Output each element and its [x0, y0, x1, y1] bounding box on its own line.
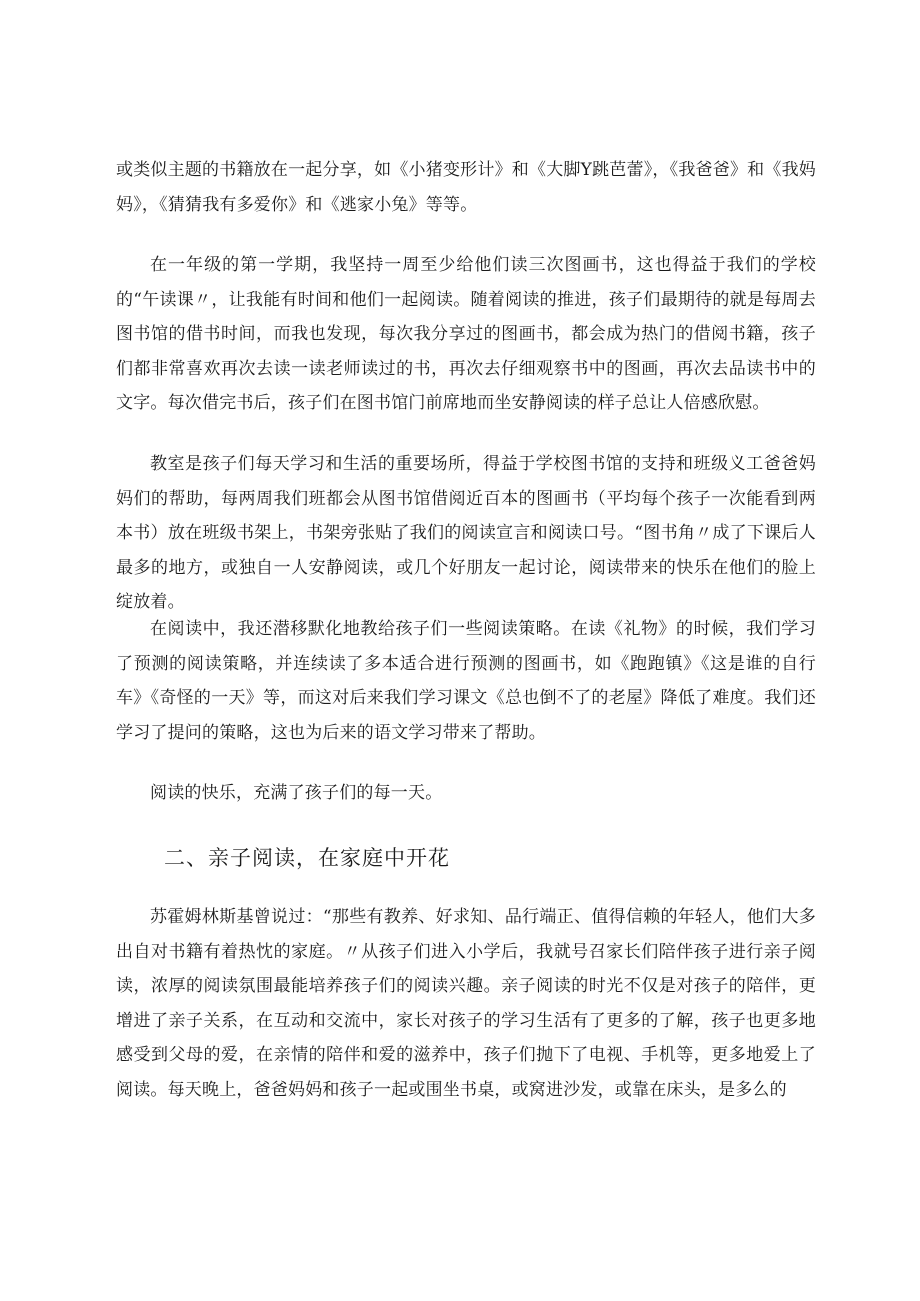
- paragraph-lunch-reading: 在一年级的第一学期，我坚持一周至少给他们读三次图画书，这也得益于我们的学校的“午读课〃，让我能有时间和他们一起阅读。随着阅读的推进，孩子们最期待的就是每周去图书馆的借书时间，而我也发现，每次我分享过的图画书，都会成为热门的借阅书籍，孩子们都非常喜欢再次去读一读老师读过的书，再次去仔细观察书中的图画，再次去品读书中的文字。每次借完书后，孩子们在图书馆门前席地而坐安静阅读的样子总让人倍感欣慰。: [116, 255, 816, 413]
- paragraph-continued: 或类似主题的书籍放在一起分享，如《小猪变形计》和《大脚Y跳芭蕾》，《我爸爸》和《我妈妈》，《猜猜我有多爱你》和《逃家小兔》等等。: [116, 160, 816, 215]
- paragraph-parent-child-reading: 苏霍姆林斯基曾说过：“那些有教养、好求知、品行端正、值得信赖的年轻人，他们大多出自对书籍有着热忱的家庭。〃从孩子们进入小学后，我就号召家长们陪伴孩子进行亲子阅读，浓厚的阅读氛围最能培养孩子们的阅读兴趣。亲子阅读的时光不仅是对孩子的陪伴，更增进了亲子关系，在互动和交流中，家长对孩子的学习生活有了更多的了解，孩子也更多地感受到父母的爱，在亲情的陪伴和爱的滋养中，孩子们抛下了电视、手机等，更多地爱上了阅读。每天晚上，爸爸妈妈和孩子一起或围坐书桌，或窝进沙发，或靠在床头，是多么的: [116, 907, 816, 1100]
- paragraph-reading-strategies: 在阅读中，我还潜移默化地教给孩子们一些阅读策略。在读《礼物》的时候，我们学习了预测的阅读策略，并连续读了多本适合进行预测的图画书，如《跑跑镇》《这是谁的自行车》《奇怪的一天》等，而这对后来我们学习课文《总也倒不了的老屋》降低了难度。我们还学习了提问的策略，这也为后来的语文学习带来了帮助。: [116, 619, 816, 743]
- paragraph-classroom-library: 教室是孩子们每天学习和生活的重要场所，得益于学校图书馆的支持和班级义工爸爸妈妈们的帮助，每两周我们班都会从图书馆借阅近百本的图画书（平均每个孩子一次能看到两本书）放在班级书架上，书架旁张贴了我们的阅读宣言和阅读口号。“图书角〃成了下课后人最多的地方，或独自一人安静阅读，或几个好朋友一起讨论，阅读带来的快乐在他们的脸上绽放着。: [116, 454, 816, 612]
- section-heading: 二、亲子阅读，在家庭中开花: [164, 846, 450, 870]
- paragraph-reading-joy: 阅读的快乐，充满了孩子们的每一天。: [150, 783, 443, 803]
